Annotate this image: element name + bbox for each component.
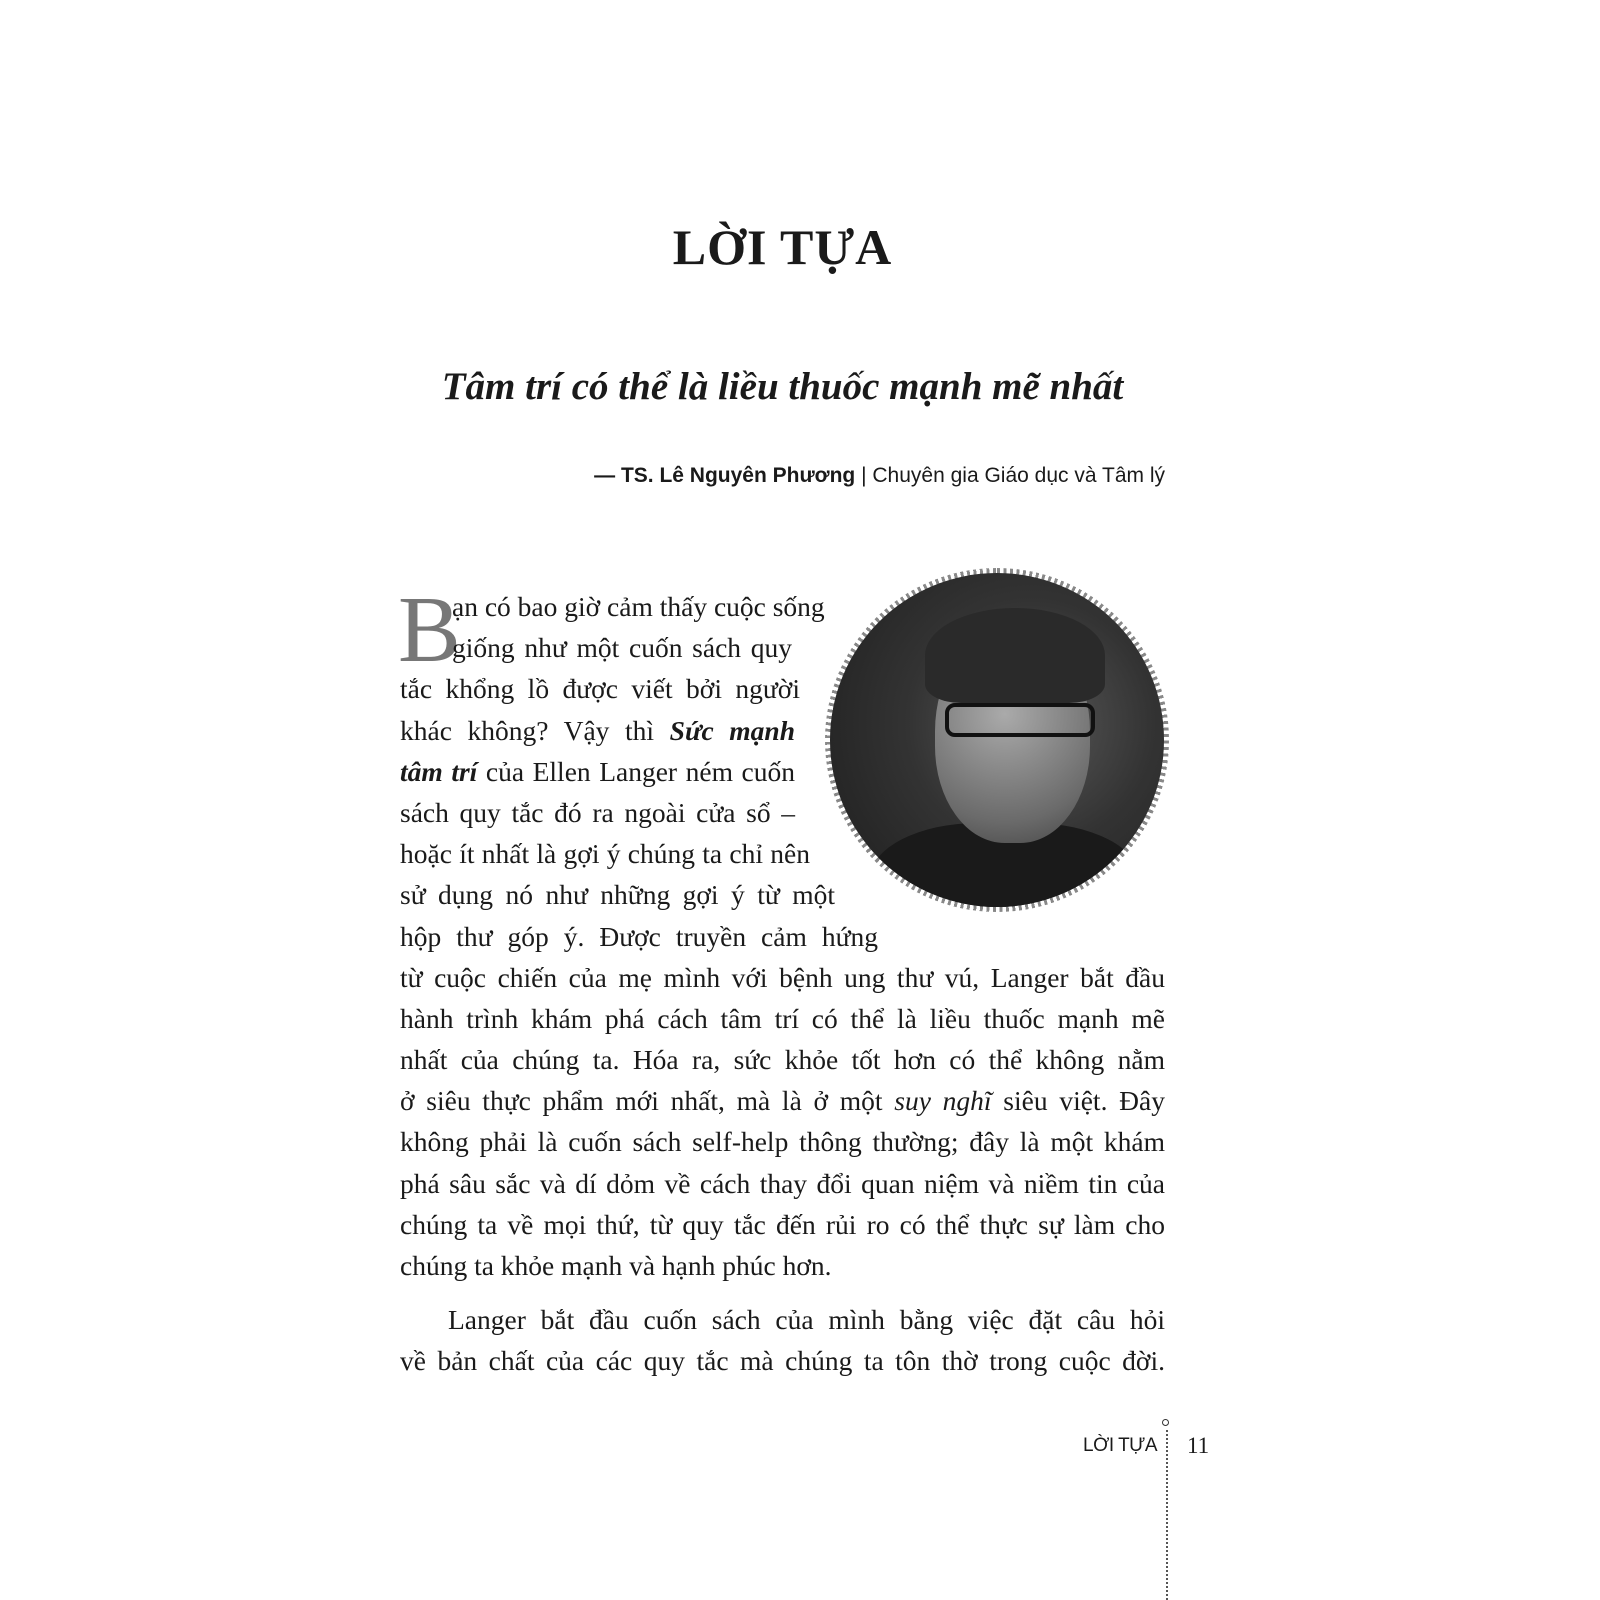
page-number: 11 — [1187, 1433, 1210, 1458]
attribution-author: — TS. Lê Nguyên Phương — [594, 464, 856, 487]
text-run: sử dụng nó như những gợi ý từ một — [400, 879, 835, 911]
text-run: từ cuộc chiến của mẹ mình với bệnh ung thư vú, Langer bắt đầu — [400, 961, 1165, 993]
text-run: về bản chất của các quy tắc mà chúng ta tôn thờ trong cuộc đời. — [400, 1345, 1165, 1377]
text-run: sách quy tắc đó ra ngoài cửa sổ – — [400, 796, 795, 828]
attribution-separator: | — [855, 464, 873, 487]
text-line — [400, 792, 795, 833]
text-run: khác không? Vậy thì — [400, 714, 670, 746]
text-line — [400, 874, 835, 915]
text-run: tắc khổng lồ được viết bởi người — [400, 673, 800, 705]
author-portrait — [825, 568, 1169, 912]
text-line — [400, 1204, 1165, 1245]
emphasis-text: tâm trí — [400, 755, 478, 787]
text-line — [400, 998, 1165, 1039]
attribution-role: Chuyên gia Giáo dục và Tâm lý — [872, 464, 1165, 487]
footer-circle-ornament — [1162, 1419, 1169, 1426]
text-run: chúng ta về mọi thứ, từ quy tắc đến rủi ro có thể thực sự làm cho — [400, 1208, 1165, 1240]
text-run: chúng ta khỏe mạnh và hạnh phúc hơn. — [400, 1250, 832, 1281]
text-line — [400, 916, 878, 957]
attribution — [594, 464, 1165, 488]
text-line — [400, 1163, 1165, 1204]
text-line — [400, 751, 795, 792]
text-run: hoặc ít nhất là gợi ý chúng ta chỉ nên — [400, 838, 810, 870]
text-run: ạn có bao giờ cảm thấy cuộc sống — [452, 591, 825, 622]
text-run: không phải là cuốn sách self-help thông thường; đây là một khám — [400, 1126, 1165, 1158]
text-line — [400, 957, 1165, 998]
text-run: nhất của chúng ta. Hóa ra, sức khỏe tốt hơn có thể không nằm — [400, 1044, 1165, 1076]
text-line — [400, 668, 800, 709]
text-run: hành trình khám phá cách tâm trí có thể là liều thuốc mạnh mẽ — [400, 1002, 1165, 1034]
text-line — [400, 1340, 1165, 1381]
text-line — [400, 627, 792, 668]
text-run: của Ellen Langer ném cuốn — [477, 755, 795, 787]
text-run: Langer bắt đầu cuốn sách của mình bằng việc đặt câu hỏi — [448, 1304, 1165, 1336]
text-line — [400, 1299, 1165, 1340]
text-run: phá sâu sắc và dí dỏm về cách thay đổi quan niệm và niềm tin của — [400, 1167, 1165, 1199]
text-run: giống như một cuốn sách quy — [452, 632, 792, 664]
drop-cap: B — [398, 578, 461, 682]
text-line — [400, 833, 810, 874]
chapter-title: LỜI TỰA — [672, 219, 893, 275]
footer-dotted-rule — [1166, 1430, 1168, 1600]
emphasis-text: Sức mạnh — [669, 714, 795, 746]
text-line — [400, 1039, 1165, 1080]
text-run: siêu việt. Đây — [991, 1085, 1165, 1117]
text-line — [400, 1245, 1165, 1286]
chapter-subtitle: Tâm trí có thể là liều thuốc mạnh mẽ nhất — [441, 365, 1124, 408]
text-line — [400, 1121, 1165, 1162]
text-line — [400, 1080, 1165, 1121]
running-footer-section: LỜI TỰA — [1083, 1435, 1158, 1456]
emphasis-text: suy nghĩ — [894, 1085, 992, 1117]
text-run: hộp thư góp ý. Được truyền cảm hứng — [400, 920, 878, 952]
text-line — [400, 710, 795, 751]
text-run: ở siêu thực phẩm mới nhất, mà là ở một — [400, 1085, 895, 1117]
